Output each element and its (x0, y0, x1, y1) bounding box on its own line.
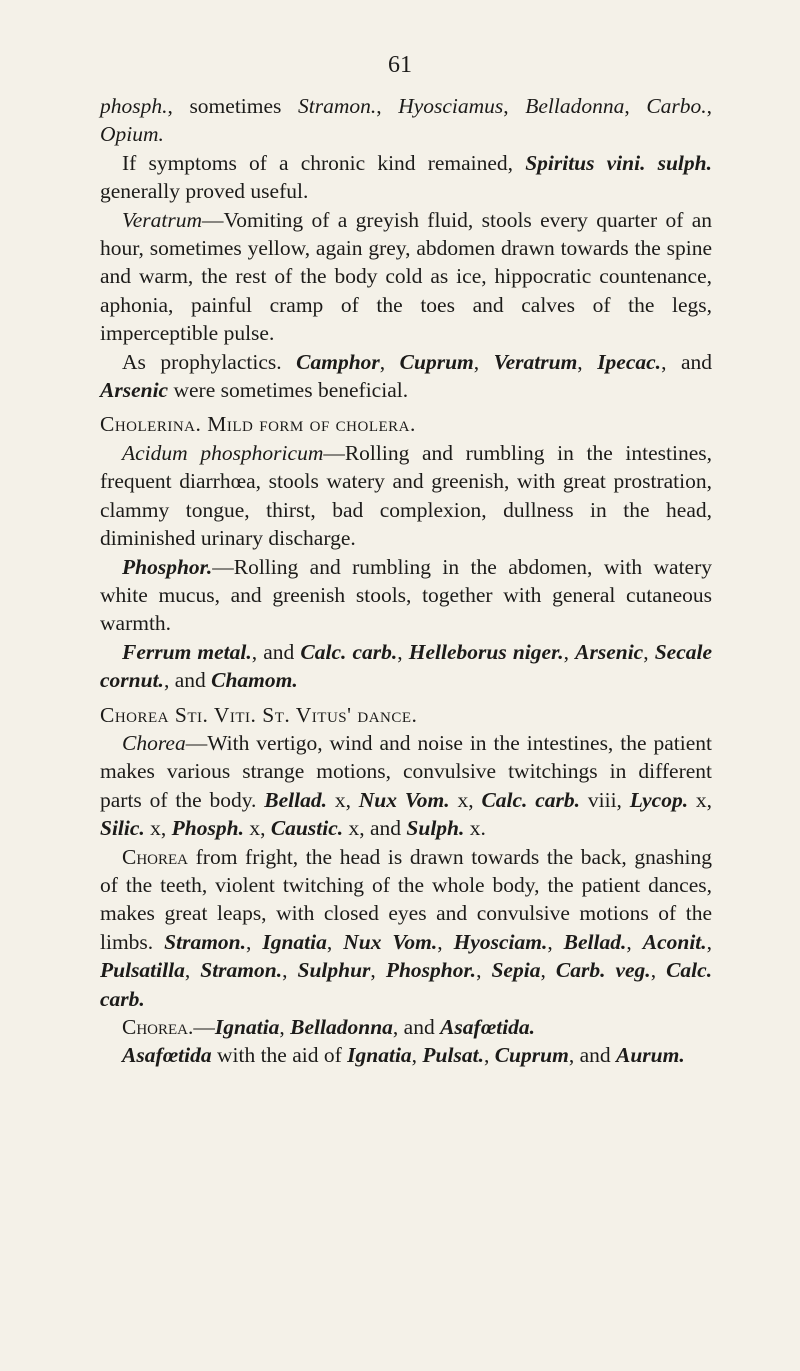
remedy-name: Stramon. (164, 929, 246, 954)
text-run: , (476, 958, 492, 983)
remedy-name: Ignatia (262, 929, 327, 954)
remedy-name: Spiritus vini. sulph. (525, 150, 712, 175)
text-run: were sometimes beneficial. (168, 378, 409, 403)
text-run: x. (464, 816, 486, 841)
remedy-name: Calc. carb. (481, 787, 581, 812)
text-run: , (577, 349, 598, 374)
heading-text: Chorea Sti. Viti. St. Vitus' dance. (100, 702, 418, 727)
text-run: , and (661, 349, 712, 374)
remedy-name: Carb. veg. (555, 958, 651, 983)
term-small-caps: Chorea (122, 844, 189, 869)
remedy-name: Ignatia (347, 1043, 412, 1068)
text-run: , and (392, 1015, 441, 1039)
text-run: , (279, 1015, 291, 1039)
remedy-name: Nux Vom. (358, 787, 450, 812)
text-run: , (326, 929, 344, 954)
text-run: , and (251, 639, 301, 664)
paragraph-veratrum (100, 206, 712, 348)
remedy-name: Chamom. (211, 668, 298, 693)
text-run: x, (243, 816, 271, 841)
remedy-name: Acidum phosphoricum (122, 440, 324, 465)
remedy-name: Phosph. (171, 816, 244, 841)
paragraph-chorea-fright (100, 843, 712, 1013)
text-run: generally proved useful. (100, 179, 309, 204)
remedy-name: Nux Vom. (343, 929, 438, 954)
text-run: , (650, 958, 667, 983)
remedy-name: Secale cornut. (100, 639, 713, 693)
section-heading-chorea (100, 701, 712, 729)
remedy-name: Stramon. (200, 958, 283, 983)
remedy-name: Sepia (491, 958, 541, 983)
remedy-name: Silic. (100, 816, 145, 841)
remedy-name: Arsenic (100, 378, 169, 403)
term-small-caps: Chorea (122, 1015, 189, 1039)
text-run: , (282, 958, 298, 983)
remedy-name: Lycop. (629, 787, 689, 812)
paragraph-chorea-vertigo (100, 729, 712, 843)
remedy-name: Aurum. (615, 1043, 685, 1068)
paragraph-other-remedies (100, 638, 712, 695)
text-run: x, (326, 787, 359, 812)
text-run: , (437, 929, 454, 954)
text-run: , and (568, 1043, 616, 1068)
remedy-name: Helleborus niger. (408, 639, 564, 664)
text-run: , (246, 929, 263, 954)
remedy-name: Bellad. (264, 787, 327, 812)
remedy-name: Aconit. (642, 929, 707, 954)
text-run: , (411, 1043, 423, 1068)
paragraph-acidum-phosphoricum (100, 439, 712, 553)
text-run: , and (163, 668, 212, 693)
remedy-name: Camphor (296, 349, 380, 374)
remedy-name: phosph. (100, 94, 168, 118)
text-run: —Rolling and rumbling in the intestines, frequent diarrhœa, stools watery and greenish, with great prostration, clammy tongue, thirst, bad complexion, dullness in the head, diminished urinary discharge. (100, 440, 712, 551)
text-run: —Rolling and rumbling in the abdomen, with watery white mucus, and greenish stools, together with general cutaneous warmth. (100, 554, 712, 636)
text-run: with the aid of (211, 1043, 348, 1068)
paragraph-chorea-remedies (100, 1013, 712, 1041)
text-run: , (483, 1043, 495, 1068)
remedy-name: Asafœtida (122, 1043, 212, 1068)
paragraph-chronic-symptoms (100, 149, 712, 206)
text-run: , (184, 958, 201, 983)
text-run: , (563, 639, 576, 664)
remedy-name: Cuprum (399, 349, 474, 374)
remedy-name: Phosphor. (385, 958, 477, 983)
heading-text: Cholerina. Mild form of cholera. (100, 412, 416, 437)
text-run: x, (144, 816, 172, 841)
remedy-name: Hyosciamus (398, 94, 504, 118)
paragraph-phosphor (100, 553, 712, 638)
text-run: As prophylactics. (122, 349, 297, 374)
paragraph-remedies-continued (100, 92, 712, 149)
remedy-name: Chorea (122, 730, 186, 755)
text-run: , (397, 639, 409, 664)
text-run: .— (188, 1015, 215, 1039)
page-number: 61 (388, 52, 412, 78)
remedy-name: Stramon. (297, 94, 377, 118)
text-run: x, and (343, 816, 407, 841)
remedy-name: Pulsat. (422, 1043, 484, 1068)
remedy-name: Calc. carb. (100, 958, 713, 1011)
text-run: , (503, 94, 526, 118)
remedy-name: Sulphur (297, 958, 371, 983)
remedy-name: Hyosciam. (453, 929, 548, 954)
text-run: viii, (580, 787, 630, 812)
paragraph-asafoetida (100, 1041, 712, 1069)
text-run: , (473, 349, 494, 374)
page-body (100, 92, 712, 1070)
section-heading-cholerina (100, 410, 712, 438)
remedy-name: Ferrum metal. (122, 639, 252, 664)
remedy-name: Opium. (100, 122, 164, 147)
text-run: , (547, 929, 564, 954)
text-run: , (624, 94, 647, 118)
remedy-name: Pulsatilla (100, 958, 185, 983)
remedy-name: Sulph. (406, 816, 465, 841)
text-run: from fright, the head is drawn towards the back, gnashing of the teeth, violent twitching of the whole body, the patient dances, makes great leaps, with closed eyes and convulsive motions of the limbs. (100, 844, 712, 954)
text-run: , (540, 958, 556, 983)
remedy-name: Veratrum (493, 349, 578, 374)
remedy-name: Belladonna (525, 94, 625, 118)
text-run: , (643, 639, 655, 664)
text-run: , (626, 929, 643, 954)
remedy-name: Asafœtida. (440, 1015, 536, 1039)
text-run: , (379, 349, 400, 374)
remedy-name: Bellad. (563, 929, 627, 954)
text-run: , (706, 929, 713, 954)
remedy-name: Caustic. (270, 816, 344, 841)
remedy-name: Phosphor. (122, 554, 213, 579)
remedy-name: Ipecac. (597, 349, 662, 374)
remedy-name: Carbo. (646, 94, 707, 118)
remedy-name: Calc. carb. (300, 639, 398, 664)
text-run: x, (688, 787, 713, 812)
text-run: If symptoms of a chronic kind remained, (122, 150, 526, 175)
text-run: , (706, 94, 713, 118)
paragraph-prophylactics (100, 348, 712, 405)
text-run: , sometimes (167, 94, 298, 118)
text-run: x, (449, 787, 482, 812)
text-run: , (376, 94, 399, 118)
text-run: , (370, 958, 386, 983)
remedy-name: Ignatia (214, 1015, 280, 1039)
remedy-name: Arsenic (575, 639, 644, 664)
text-run: —Vomiting of a greyish fluid, stools every quarter of an hour, sometimes yellow, again grey, abdomen drawn towards the spine and warm, the rest of the body cold as ice, hippocratic countenance, aphonia, painful cramp of the toes and calves of the legs, imperceptible pulse. (100, 207, 712, 346)
remedy-name: Veratrum (122, 207, 203, 232)
text-run: —With vertigo, wind and noise in the intestines, the patient makes various strange motions, convulsive twitchings in different parts of the body. (100, 730, 712, 812)
remedy-name: Belladonna (290, 1015, 393, 1039)
remedy-name: Cuprum (494, 1043, 569, 1068)
